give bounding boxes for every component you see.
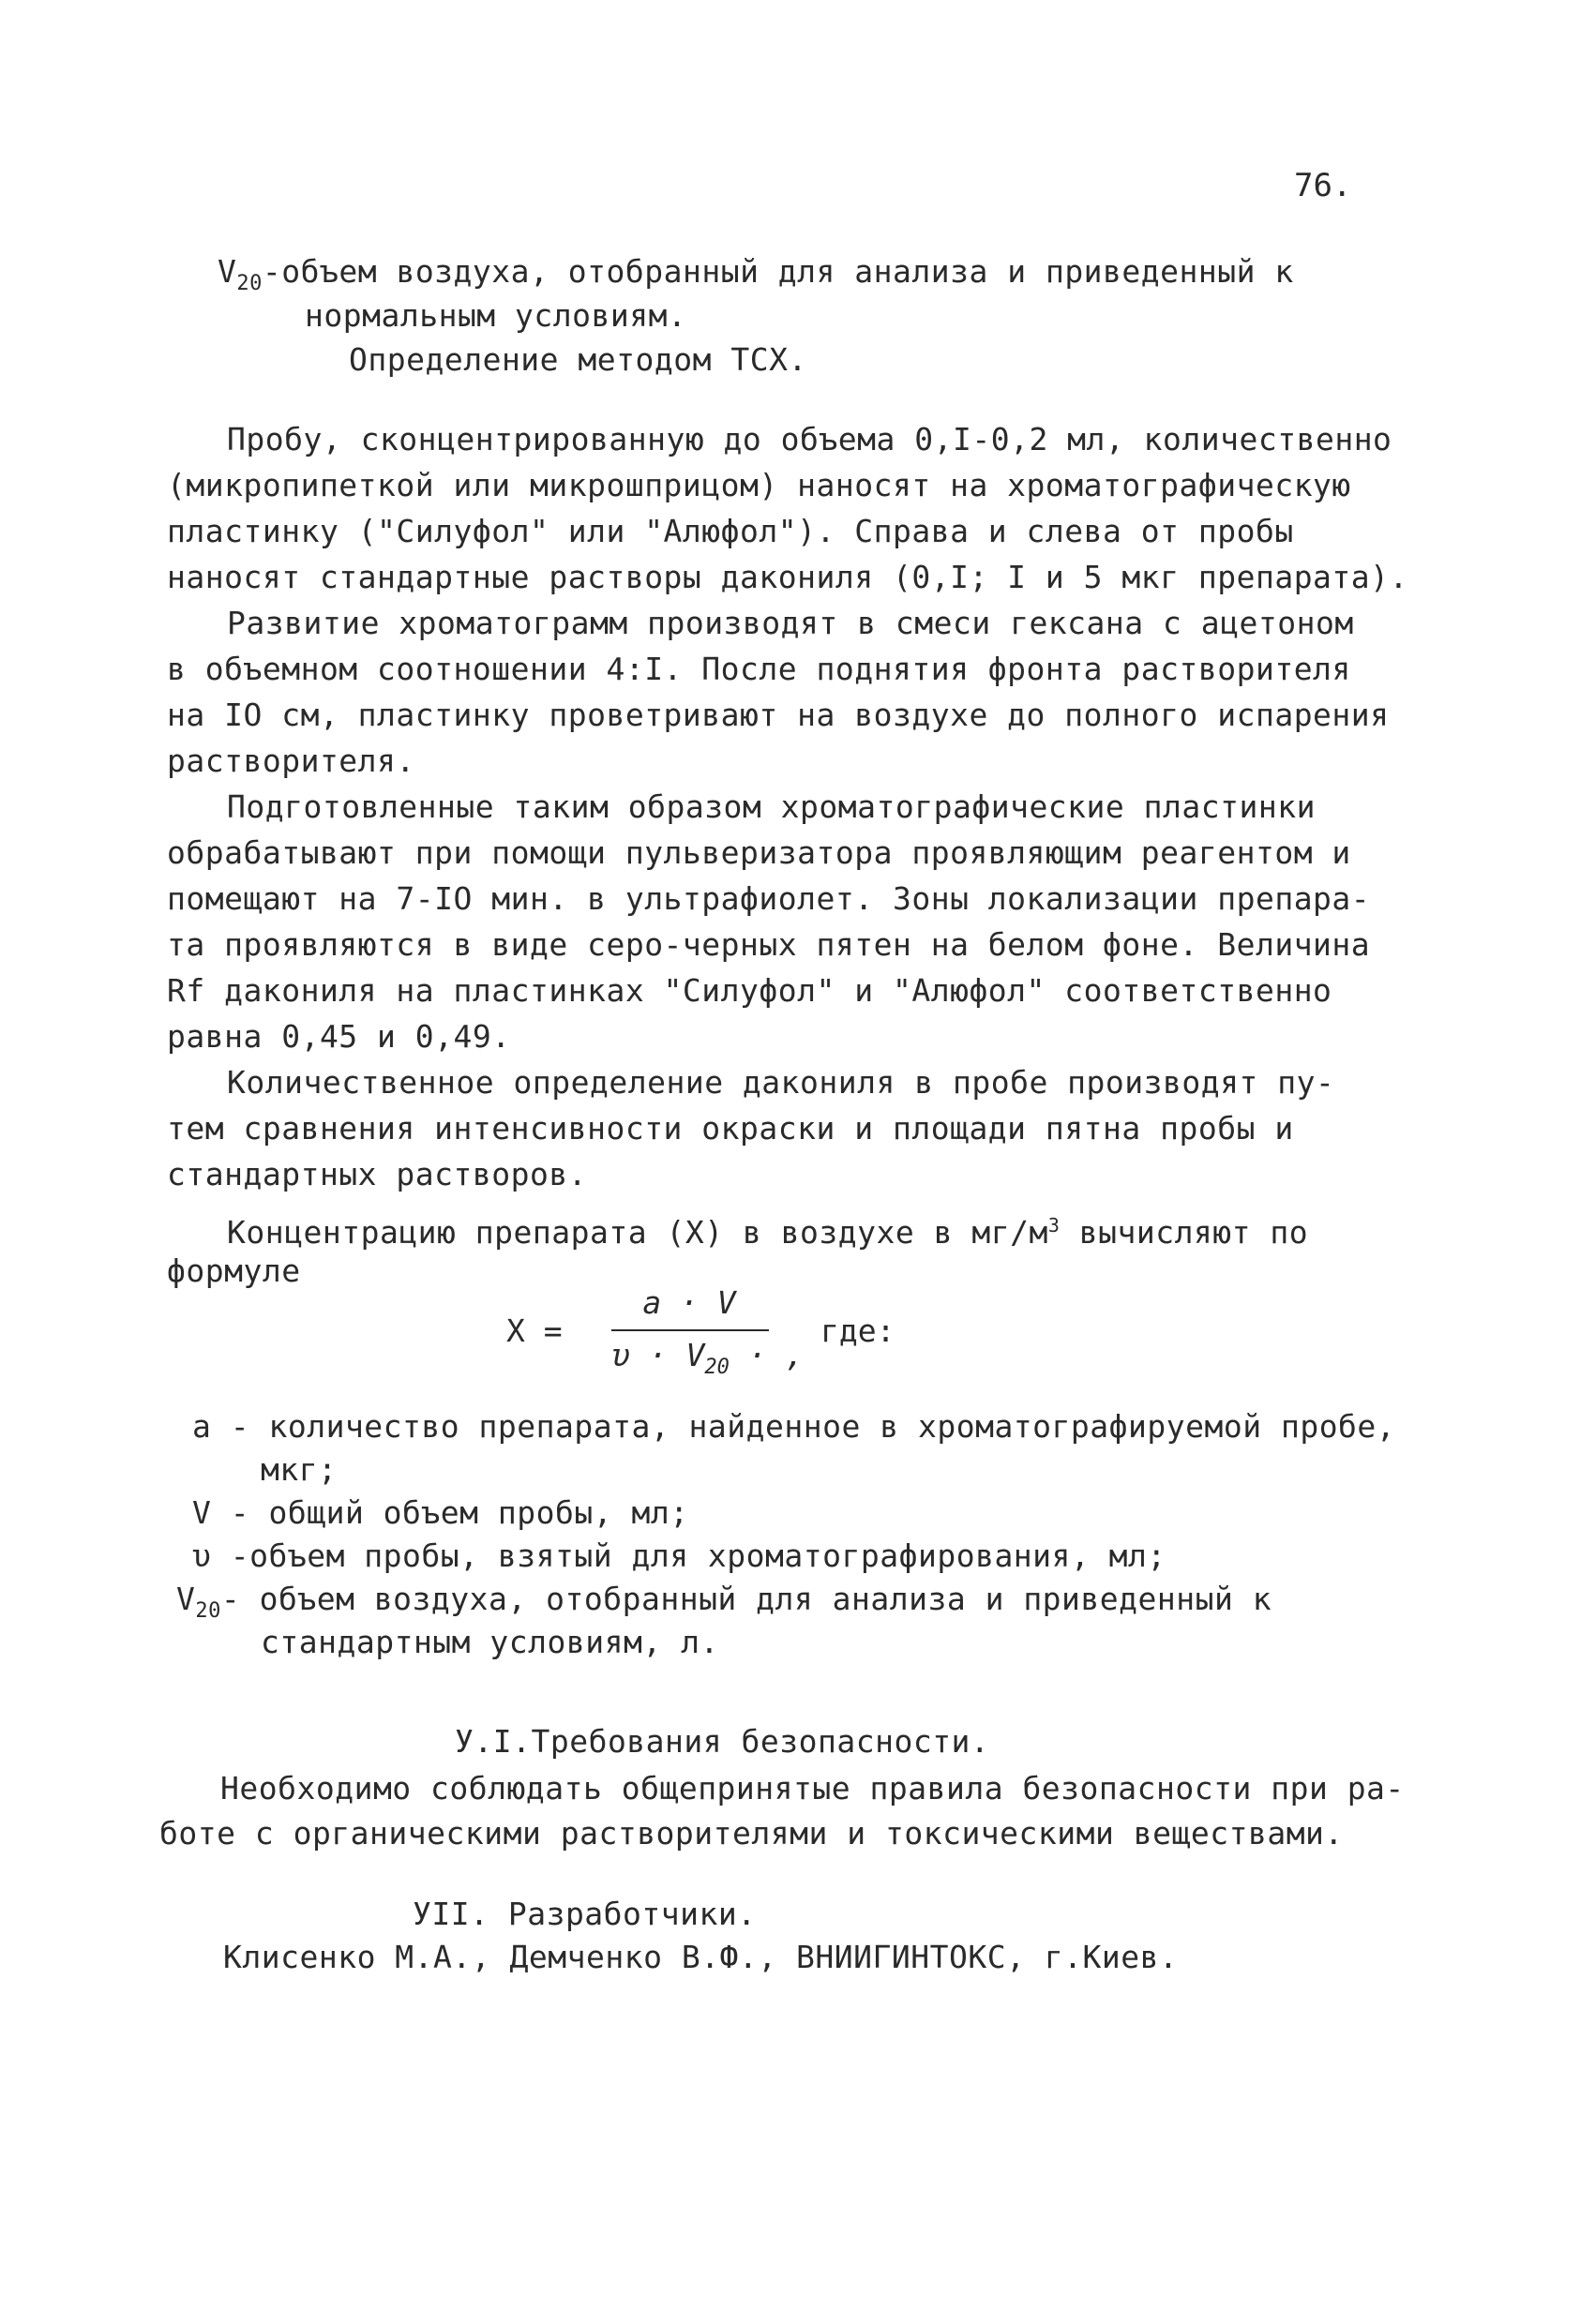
formula-denominator-main: υ · V (611, 1337, 705, 1373)
concentration-formula (506, 1284, 994, 1387)
concentration-text-tail: вычисляют по (1060, 1214, 1309, 1251)
v20-subscript-def: 20 (195, 1599, 221, 1623)
paragraph-line-15: Количественное определение дакониля в пробе производят пу- (227, 1064, 1335, 1101)
concentration-line-1 (227, 1205, 1308, 1253)
definition-v20-text: - объем воздуха, отобранный для анализа и приведенный к (220, 1581, 1272, 1617)
formula-numerator: a · V (642, 1284, 736, 1321)
concentration-text: Концентрацию препарата (X) в воздухе в мг/м (227, 1214, 1048, 1251)
paragraph-line-1: Пробу, сконцентрированную до объема 0,I-0,2 мл, количественно (227, 421, 1392, 457)
formula-where: где: (820, 1312, 895, 1349)
safety-line-1: Необходимо соблюдать общепринятые правила безопасности при ра- (220, 1770, 1405, 1807)
page-number: 76. (1294, 167, 1352, 204)
section-tsx-title: Определение методом ТСХ. (349, 341, 807, 378)
paragraph-line-6: в объемном соотношении 4:I. После поднятия фронта растворителя (167, 651, 1351, 687)
safety-title: У.I.Требования безопасности. (455, 1723, 990, 1760)
definition-v20-line-2: стандартным условиям, л. (261, 1624, 719, 1660)
top-definition-text: -объем воздуха, отобранный для анализа и приведенный к (262, 253, 1294, 290)
definition-v: V - общий объем пробы, мл; (192, 1494, 689, 1531)
paragraph-line-2: (микропипеткой или микрошприцом) наносят на хроматографическую (167, 467, 1351, 503)
definition-a-line-1: a - количество препарата, найденное в хроматографируемой пробе, (192, 1408, 1396, 1445)
paragraph-line-3: пластинку ("Силуфол" или "Алюфол"). Справа и слева от пробы (167, 513, 1294, 549)
developers-text: Клисенко М.А., Демченко В.Ф., ВНИИГИНТОКС, г.Киев. (223, 1939, 1179, 1975)
v20-subscript: 20 (236, 272, 263, 295)
paragraph-line-7: на IO см, пластинку проветривают на воздухе до полного испарения (167, 697, 1390, 733)
definition-a-line-2: мкг; (261, 1451, 338, 1488)
top-definition-line-2: нормальным условиям. (305, 297, 687, 334)
paragraph-line-10: обрабатывают при помощи пульверизатора проявляющим реагентом и (167, 834, 1351, 871)
paragraph-line-11: помещают на 7-IO мин. в ультрафиолет. Зоны локализации препара- (167, 880, 1371, 917)
concentration-line-2: формуле (167, 1252, 301, 1289)
paragraph-line-12: та проявляются в виде серо-черных пятен на белом фоне. Величина (167, 926, 1371, 963)
formula-denominator (611, 1337, 804, 1379)
paragraph-line-14: равна 0,45 и 0,49. (167, 1018, 511, 1055)
definition-u: υ -объем пробы, взятый для хроматографирования, мл; (192, 1537, 1166, 1574)
paragraph-line-17: стандартных растворов. (167, 1156, 588, 1192)
paragraph-line-9: Подготовленные таким образом хроматографические пластинки (227, 788, 1316, 825)
paragraph-line-4: наносят стандартные растворы дакониля (0,I; I и 5 мкг препарата). (167, 559, 1408, 595)
paragraph-line-13: Rf дакониля на пластинках "Силуфол" и "Алюфол" соответственно (167, 972, 1332, 1009)
paragraph-line-5: Развитие хроматограмм производят в смеси гексана с ацетоном (227, 605, 1354, 641)
formula-fraction-bar (611, 1329, 769, 1331)
developers-title: УII. Разработчики. (413, 1896, 757, 1932)
formula-denominator-subscript: 20 (704, 1356, 730, 1379)
paragraph-line-16: тем сравнения интенсивности окраски и площади пятна пробы и (167, 1110, 1294, 1147)
cubic-superscript: 3 (1047, 1214, 1061, 1237)
formula-denominator-tail: · , (729, 1337, 805, 1373)
safety-line-2: боте с органическими растворителями и токсическими веществами. (159, 1815, 1344, 1852)
v20-symbol: V (218, 253, 237, 290)
formula-lhs: X = (506, 1312, 563, 1349)
v20-symbol-def: V (176, 1581, 196, 1617)
paragraph-line-8: растворителя. (167, 742, 415, 779)
